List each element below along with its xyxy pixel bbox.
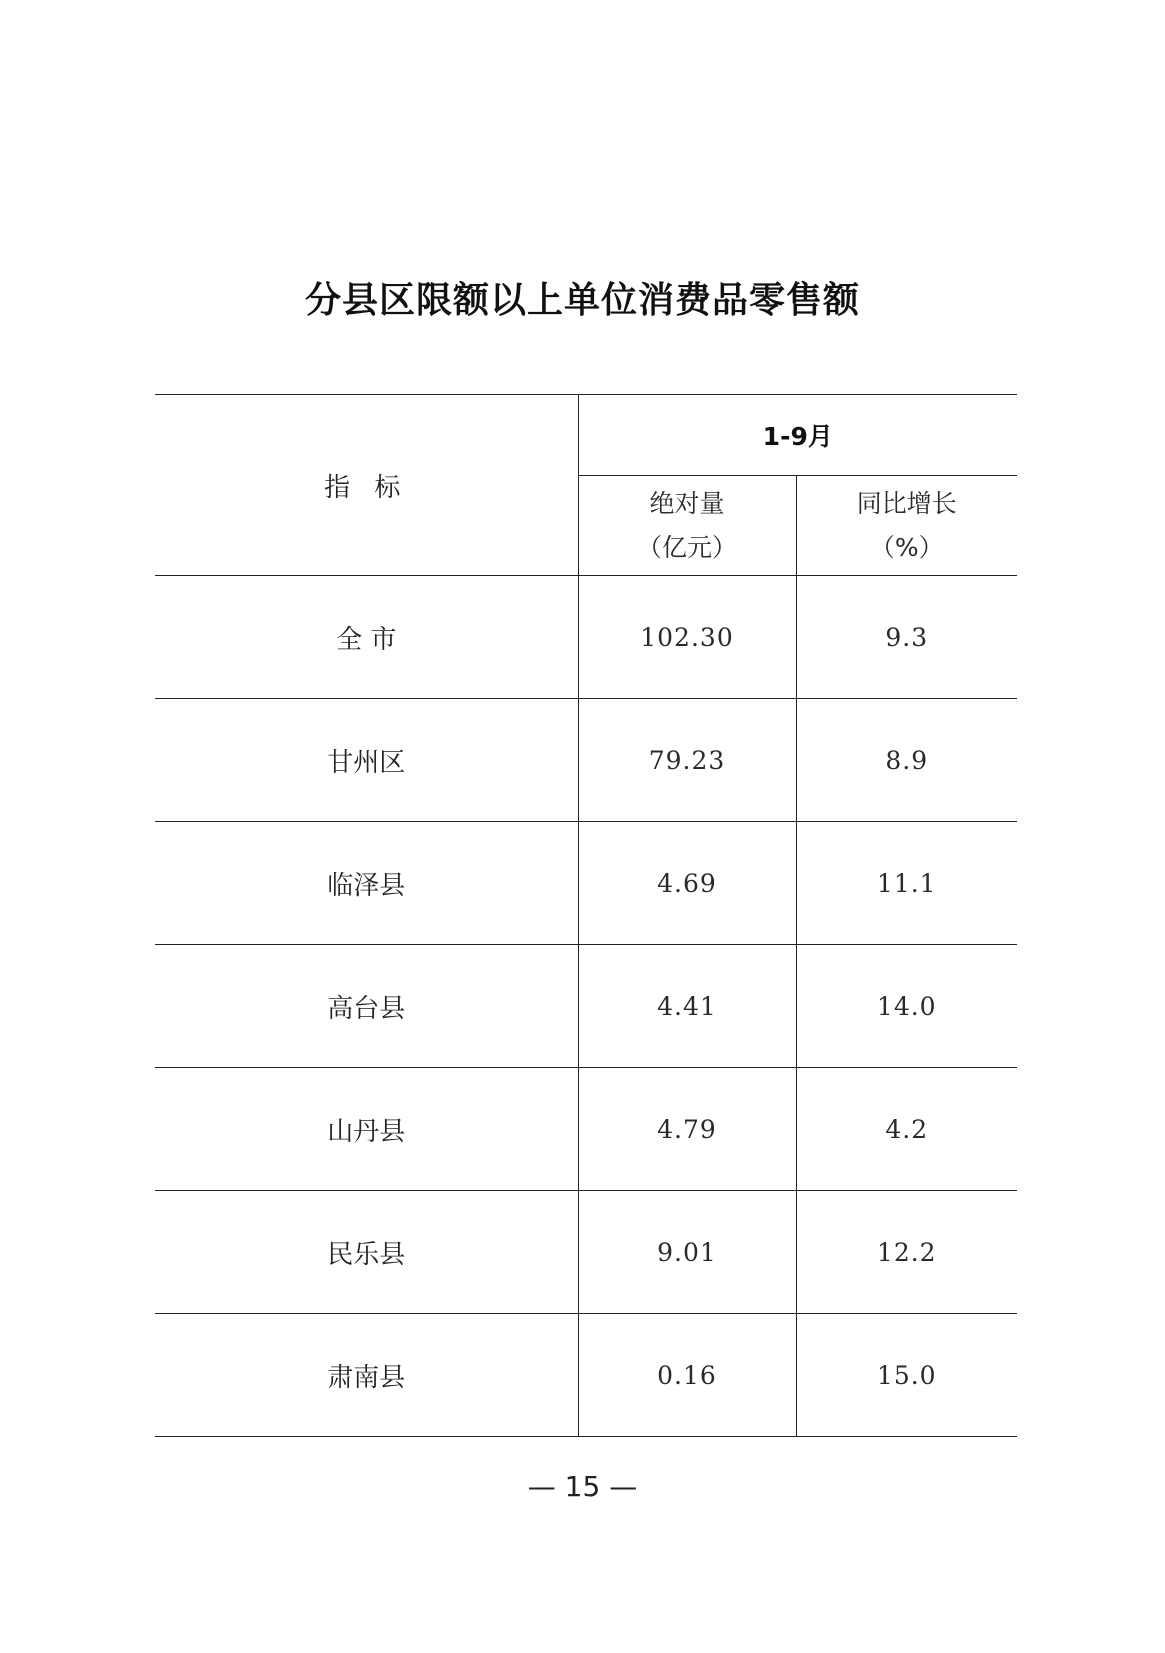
indicator-header: 指 标 [324, 472, 409, 503]
retail-sales-table [155, 394, 1017, 1437]
growth-rate: 12.2 [876, 1237, 937, 1267]
growth-header-name: 同比增长 [856, 488, 957, 518]
table-row [155, 1068, 1017, 1191]
absolute-value-header [578, 476, 796, 576]
absolute-value: 4.69 [657, 868, 717, 898]
absolute-value: 0.16 [657, 1360, 717, 1390]
absolute-value-header-name: 绝对量 [649, 488, 725, 518]
growth-rate: 15.0 [876, 1360, 937, 1390]
absolute-value: 4.79 [657, 1114, 717, 1144]
absolute-value: 102.30 [640, 622, 734, 652]
region-name: 临泽县 [327, 870, 406, 901]
table-row [155, 576, 1017, 699]
table-row [155, 1191, 1017, 1314]
growth-header-unit: （%） [869, 532, 944, 562]
table-row [155, 1314, 1017, 1437]
region-name: 山丹县 [327, 1116, 406, 1147]
indicator-header-cell [155, 395, 578, 576]
header-row-1 [155, 395, 1017, 476]
table-row [155, 945, 1017, 1068]
region-name: 民乐县 [327, 1239, 406, 1270]
region-name: 甘州区 [327, 747, 406, 778]
period-header: 1-9月 [762, 422, 833, 451]
growth-rate: 8.9 [885, 745, 929, 775]
growth-rate: 9.3 [885, 622, 929, 652]
absolute-value: 9.01 [657, 1237, 717, 1267]
growth-rate: 14.0 [876, 991, 937, 1021]
period-header-cell [578, 395, 1017, 476]
page-title: 分县区限额以上单位消费品零售额 [304, 280, 860, 321]
region-name: 肃南县 [327, 1362, 406, 1393]
page-number: — 15 — [527, 1470, 638, 1503]
region-name: 高台县 [327, 993, 406, 1024]
growth-header [796, 476, 1017, 576]
absolute-value: 4.41 [657, 991, 717, 1021]
table-row [155, 699, 1017, 822]
growth-rate: 11.1 [876, 868, 937, 898]
absolute-value: 79.23 [648, 745, 726, 775]
region-name: 全 市 [336, 624, 397, 655]
absolute-value-header-unit: （亿元） [636, 532, 737, 562]
table-row [155, 822, 1017, 945]
growth-rate: 4.2 [885, 1114, 929, 1144]
